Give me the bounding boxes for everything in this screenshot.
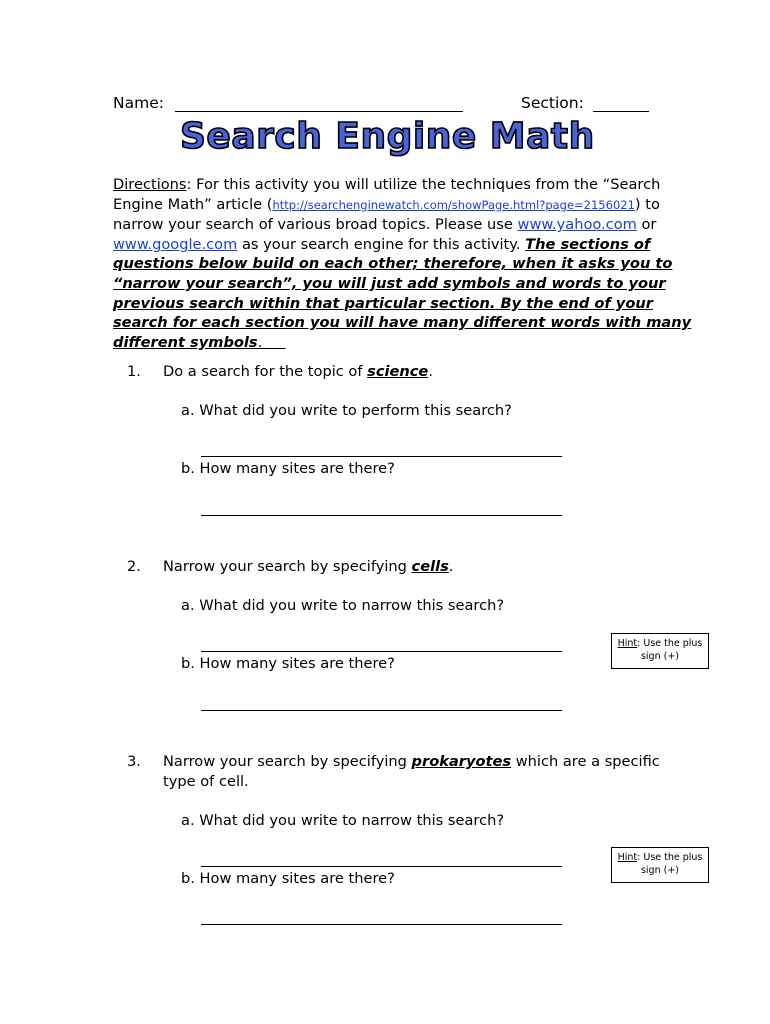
question-number: 2. [127,558,141,575]
section-blank[interactable] [593,95,649,112]
page-title: Search Engine Math [180,116,595,157]
question-3a: a. What did you write to narrow this search? [181,812,505,829]
question-number: 3. [127,753,141,770]
name-field [113,94,463,112]
name-label: Name: [113,94,164,112]
answer-line-3b[interactable] [201,924,562,925]
answer-line-1a[interactable] [201,456,562,457]
article-link[interactable]: http://searchenginewatch.com/showPage.html?page=2156021 [272,197,635,212]
directions-text: as your search engine for this activity. [237,235,526,253]
name-blank[interactable] [175,95,463,112]
directions-label: Directions [113,176,187,193]
question-number: 1. [127,363,141,380]
directions-text: : For this activity you will utilize the techniques from the “Search Engine Math” article ( [113,176,661,213]
question-keyword: cells [411,558,449,575]
answer-line-3a[interactable] [201,866,562,867]
question-keyword: prokaryotes [411,753,512,770]
hint-box [611,847,709,883]
directions-text: ) to narrow your search of various broad topics. Please use [113,195,660,234]
hint-text: : Use the plus sign (+) [637,852,703,876]
hint-label: Hint [617,638,638,649]
answer-line-1b[interactable] [201,515,562,516]
answer-line-2a[interactable] [201,651,562,652]
section-field [521,94,649,112]
hint-box [611,633,709,669]
answer-line-2b[interactable] [201,710,562,711]
question-2a: a. What did you write to narrow this search? [181,597,505,614]
hint-label: Hint [617,852,638,863]
question-keyword: science [367,363,429,380]
directions-end: . [257,333,263,351]
directions-emphasis: The sections of questions below build on each other; therefore, when it asks you to “narrow your search”, you will just add symbols and words to your previous search within that particular section. By the end of your search for each section you will have many different words with many different symbols [113,235,692,351]
question-1a: a. What did you write to perform this search? [181,402,512,419]
question-text: Narrow your search by specifying prokaryotes which are a specific type of cell. [163,753,660,790]
google-link[interactable]: www.google.com [113,235,238,253]
directions-paragraph [113,175,698,352]
yahoo-link[interactable]: www.yahoo.com [517,216,637,234]
question-1b: b. How many sites are there? [181,460,395,477]
question-2b: b. How many sites are there? [181,655,395,672]
question-3b: b. How many sites are there? [181,870,395,887]
hint-text: : Use the plus sign (+) [637,638,703,662]
section-label: Section: [521,94,584,112]
question-text: Do a search for the topic of science. [163,363,433,380]
directions-text: or [636,216,657,234]
question-text: Narrow your search by specifying cells. [163,558,454,575]
